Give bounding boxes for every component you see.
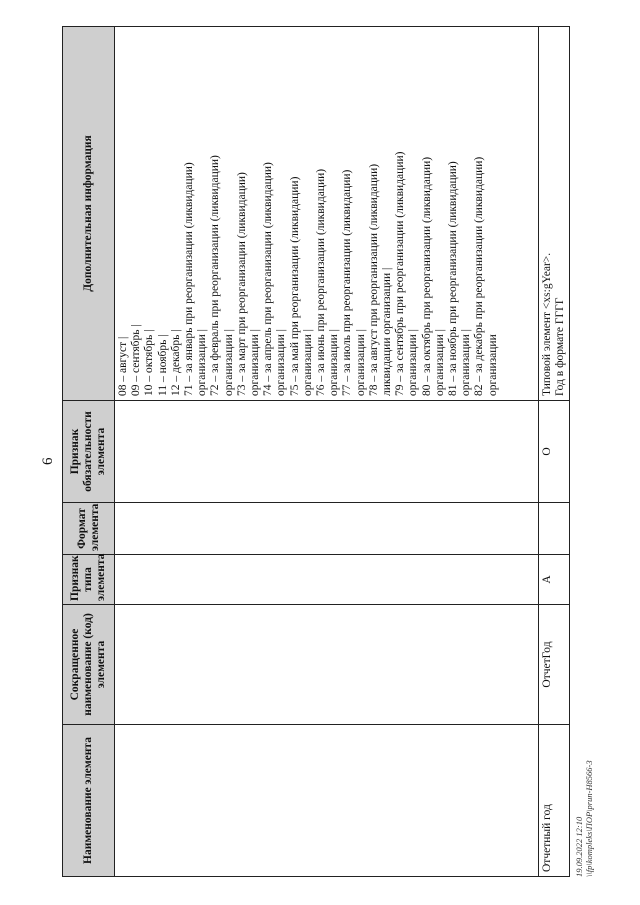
row-format bbox=[539, 503, 543, 554]
row-name: Отчетный год bbox=[541, 804, 553, 872]
list-item: ликвидации организации | bbox=[381, 267, 394, 396]
list-item: 08 – август | bbox=[117, 336, 129, 396]
list-item: 82 – за декабрь при реорганизации (ликвидации) bbox=[473, 156, 486, 396]
header-name: Наименование элемента bbox=[63, 725, 115, 877]
list-item: 75 – за май при реорганизации (ликвидации) bbox=[288, 176, 301, 396]
header-code: Сокращенное наименование (код) элемента bbox=[63, 605, 115, 725]
list-item: 79 – за сентябрь при реорганизации (ликвидации) bbox=[394, 151, 407, 396]
list-item: 81 – за ноябрь при реорганизации (ликвидации) bbox=[447, 161, 460, 396]
list-item: организации | bbox=[196, 329, 209, 396]
list-item: 74 – за апрель при реорганизации (ликвидации) bbox=[262, 162, 275, 396]
cell-name bbox=[539, 725, 570, 877]
cell-empty-code bbox=[115, 605, 539, 725]
cell-info bbox=[539, 27, 570, 401]
list-item: организации | bbox=[275, 329, 288, 396]
row-type: А bbox=[541, 575, 553, 584]
list-item: 10 – октябрь | bbox=[143, 329, 156, 396]
list-item: 09 – сентябрь | bbox=[130, 324, 143, 396]
table-row bbox=[539, 27, 570, 877]
list-item: 73 – за март при реорганизации (ликвидации) bbox=[235, 172, 248, 396]
list-item: организации | bbox=[249, 329, 262, 396]
footer-line1: 19.09.2022 12:10 bbox=[574, 816, 584, 877]
cell-required bbox=[539, 401, 570, 503]
cell-empty-required bbox=[115, 401, 539, 503]
list-item: организации | bbox=[460, 329, 473, 396]
row-info-line2: Год в формате ГГГГ bbox=[554, 297, 566, 396]
list-item: 71 – за январь при реорганизации (ликвидации) bbox=[183, 162, 196, 396]
header-required: Признак обязательности элемента bbox=[63, 401, 115, 503]
footer-line2: \\fp\kompleks\ПОР\prun-H8566-3 bbox=[584, 760, 594, 877]
footer-stamp bbox=[574, 760, 594, 877]
element-table bbox=[62, 26, 570, 877]
row-info-line1: Типовой элемент <xs:gYear>. bbox=[541, 252, 553, 396]
cell-format bbox=[539, 503, 570, 555]
page-number: 6 bbox=[40, 457, 56, 465]
list-item: организации | bbox=[222, 329, 235, 396]
cell-empty-format bbox=[115, 503, 539, 555]
row-required: О bbox=[541, 447, 553, 456]
list-item: организации | bbox=[433, 329, 446, 396]
table-row bbox=[115, 27, 539, 877]
header-format: Формат элемента bbox=[63, 503, 115, 555]
list-item: 11 – ноябрь | bbox=[156, 334, 169, 396]
table-header-row bbox=[63, 27, 115, 877]
list-item: организации | bbox=[407, 329, 420, 396]
cell-code bbox=[539, 605, 570, 725]
continuation-list bbox=[117, 31, 500, 396]
list-item: организации | bbox=[301, 329, 314, 396]
list-item: 76 – за июнь при реорганизации (ликвидации) bbox=[315, 168, 328, 396]
header-info: Дополнительная информация bbox=[63, 27, 115, 401]
row-code: ОтчетГод bbox=[541, 641, 553, 688]
list-item: 12 – декабрь | bbox=[169, 329, 182, 396]
header-type: Признак типа элемента bbox=[63, 555, 115, 605]
cell-type bbox=[539, 555, 570, 605]
cell-continuation-info bbox=[115, 27, 539, 401]
list-item: 80 – за октябрь при реорганизации (ликвидации) bbox=[420, 156, 433, 396]
list-item: организации | bbox=[328, 329, 341, 396]
cell-empty-name bbox=[115, 725, 539, 877]
list-item: 78 – за август при реорганизации (ликвидации) bbox=[367, 163, 380, 396]
cell-empty-type bbox=[115, 555, 539, 605]
list-item: организации | bbox=[354, 329, 367, 396]
list-item: 77 – за июль при реорганизации (ликвидации) bbox=[341, 169, 354, 396]
list-item: организации bbox=[486, 334, 499, 396]
list-item: 72 – за февраль при реорганизации (ликвидации) bbox=[209, 155, 222, 396]
